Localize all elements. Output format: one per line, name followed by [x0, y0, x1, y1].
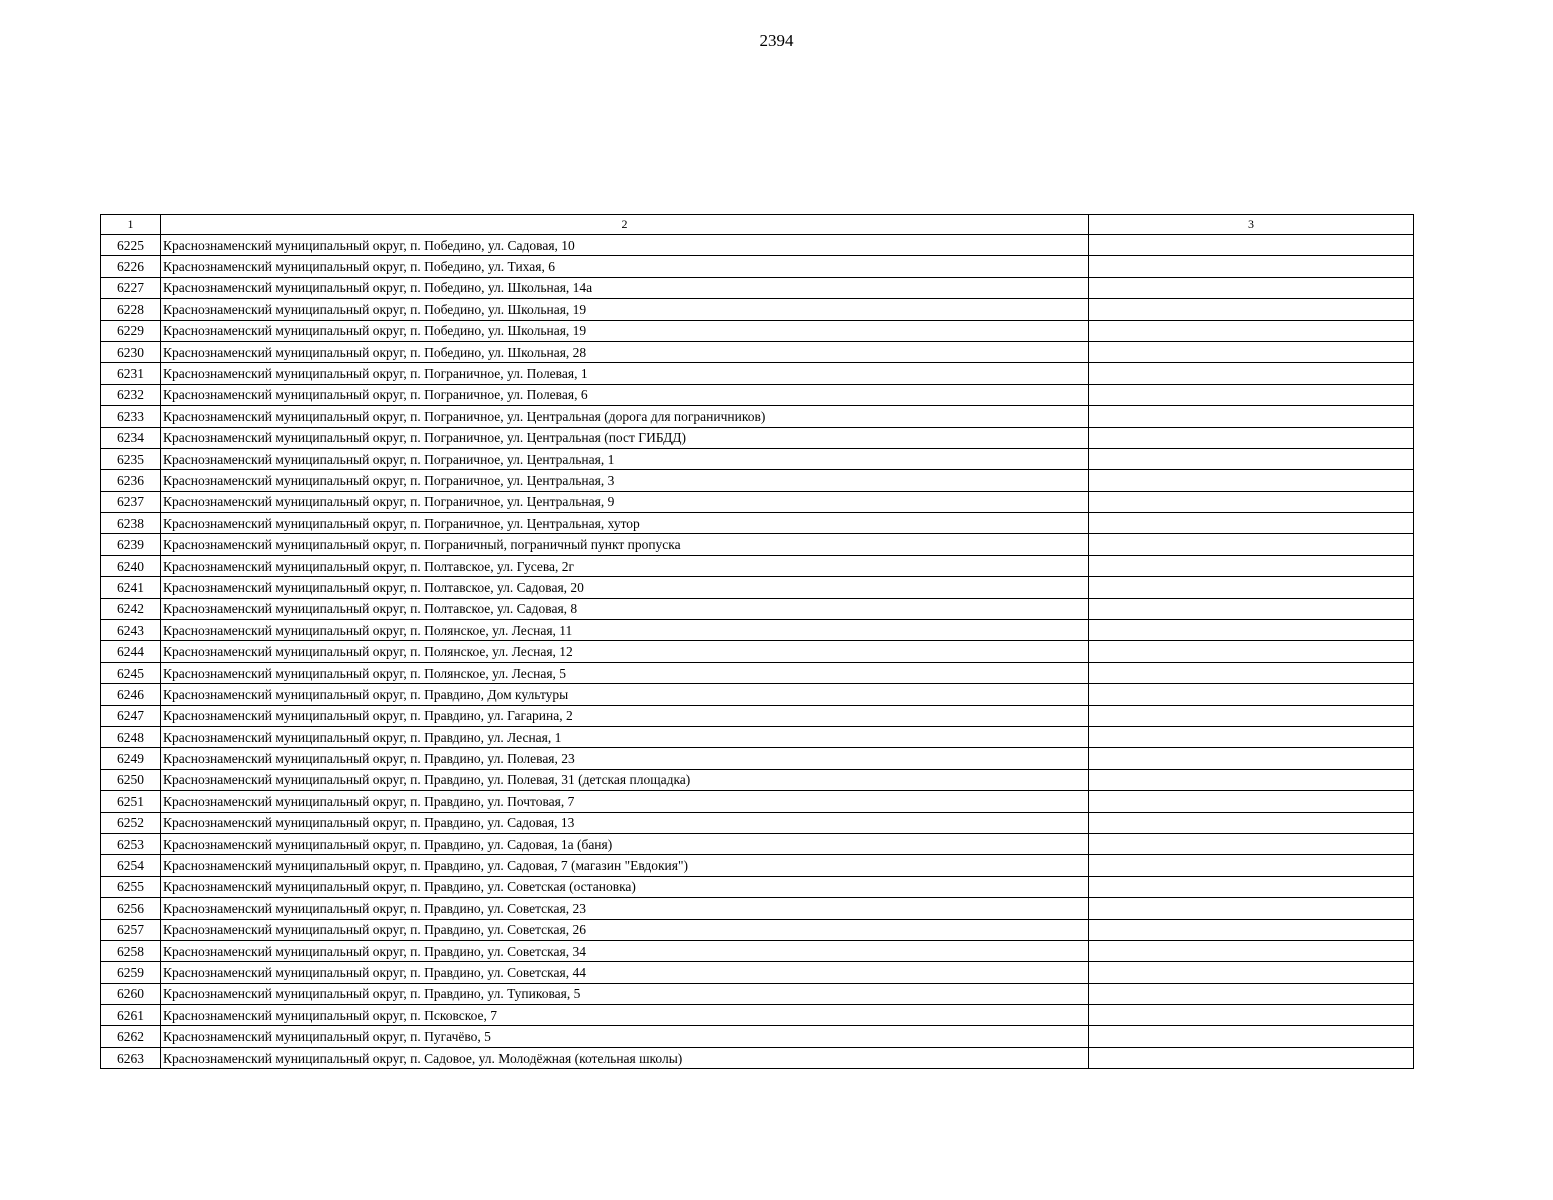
third-column-cell	[1089, 1005, 1414, 1026]
row-number-cell: 6231	[101, 363, 161, 384]
address-cell: Краснознаменский муниципальный округ, п. Пограничное, ул. Полевая, 6	[161, 384, 1089, 405]
third-column-cell	[1089, 898, 1414, 919]
table-row	[101, 791, 1414, 812]
table-row	[101, 448, 1414, 469]
row-number-cell: 6260	[101, 983, 161, 1004]
row-number-cell: 6232	[101, 384, 161, 405]
row-number-cell: 6228	[101, 299, 161, 320]
third-column-cell	[1089, 427, 1414, 448]
table-row	[101, 299, 1414, 320]
third-column-cell	[1089, 363, 1414, 384]
table-row	[101, 406, 1414, 427]
address-cell: Краснознаменский муниципальный округ, п. Пограничное, ул. Центральная (дорога для пограничников)	[161, 406, 1089, 427]
table-row	[101, 641, 1414, 662]
table-row	[101, 662, 1414, 683]
address-cell: Краснознаменский муниципальный округ, п. Правдино, ул. Садовая, 7 (магазин "Евдокия")	[161, 855, 1089, 876]
row-number-cell: 6247	[101, 705, 161, 726]
table-row	[101, 748, 1414, 769]
third-column-cell	[1089, 384, 1414, 405]
row-number-cell: 6234	[101, 427, 161, 448]
row-number-cell: 6229	[101, 320, 161, 341]
row-number-cell: 6259	[101, 962, 161, 983]
address-cell: Краснознаменский муниципальный округ, п. Победино, ул. Школьная, 19	[161, 299, 1089, 320]
row-number-cell: 6243	[101, 620, 161, 641]
table-row	[101, 1026, 1414, 1047]
third-column-cell	[1089, 620, 1414, 641]
third-column-cell	[1089, 1047, 1414, 1068]
row-number-cell: 6226	[101, 256, 161, 277]
table-row	[101, 235, 1414, 256]
address-cell: Краснознаменский муниципальный округ, п. Победино, ул. Садовая, 10	[161, 235, 1089, 256]
third-column-cell	[1089, 748, 1414, 769]
address-cell: Краснознаменский муниципальный округ, п. Правдино, ул. Полевая, 31 (детская площадка)	[161, 769, 1089, 790]
third-column-cell	[1089, 940, 1414, 961]
table-row	[101, 833, 1414, 854]
table-row	[101, 1047, 1414, 1068]
table-row	[101, 555, 1414, 576]
third-column-cell	[1089, 726, 1414, 747]
row-number-cell: 6242	[101, 598, 161, 619]
third-column-cell	[1089, 769, 1414, 790]
row-number-cell: 6225	[101, 235, 161, 256]
address-cell: Краснознаменский муниципальный округ, п. Правдино, ул. Гагарина, 2	[161, 705, 1089, 726]
column-header-number: 1	[101, 215, 161, 235]
address-cell: Краснознаменский муниципальный округ, п. Пугачёво, 5	[161, 1026, 1089, 1047]
address-cell: Краснознаменский муниципальный округ, п. Правдино, ул. Лесная, 1	[161, 726, 1089, 747]
column-header-address: 2	[161, 215, 1089, 235]
table-row	[101, 962, 1414, 983]
address-cell: Краснознаменский муниципальный округ, п. Пограничное, ул. Центральная, 1	[161, 448, 1089, 469]
third-column-cell	[1089, 448, 1414, 469]
third-column-cell	[1089, 641, 1414, 662]
address-cell: Краснознаменский муниципальный округ, п. Правдино, ул. Тупиковая, 5	[161, 983, 1089, 1004]
page-number: 2394	[759, 31, 794, 50]
table-row	[101, 256, 1414, 277]
third-column-cell	[1089, 235, 1414, 256]
row-number-cell: 6254	[101, 855, 161, 876]
row-number-cell: 6250	[101, 769, 161, 790]
third-column-cell	[1089, 555, 1414, 576]
row-number-cell: 6238	[101, 513, 161, 534]
row-number-cell: 6249	[101, 748, 161, 769]
third-column-cell	[1089, 962, 1414, 983]
address-cell: Краснознаменский муниципальный округ, п. Пограничное, ул. Центральная, хутор	[161, 513, 1089, 534]
third-column-cell	[1089, 341, 1414, 362]
table-body	[101, 235, 1414, 1069]
table-row	[101, 598, 1414, 619]
table-row	[101, 855, 1414, 876]
address-cell: Краснознаменский муниципальный округ, п. Садовое, ул. Молодёжная (котельная школы)	[161, 1047, 1089, 1068]
row-number-cell: 6257	[101, 919, 161, 940]
table-row	[101, 320, 1414, 341]
address-cell: Краснознаменский муниципальный округ, п. Правдино, ул. Полевая, 23	[161, 748, 1089, 769]
table-row	[101, 919, 1414, 940]
address-cell: Краснознаменский муниципальный округ, п. Полянское, ул. Лесная, 11	[161, 620, 1089, 641]
address-cell: Краснознаменский муниципальный округ, п. Правдино, ул. Садовая, 13	[161, 812, 1089, 833]
table-row	[101, 940, 1414, 961]
row-number-cell: 6240	[101, 555, 161, 576]
address-cell: Краснознаменский муниципальный округ, п. Пограничный, пограничный пункт пропуска	[161, 534, 1089, 555]
table-row	[101, 341, 1414, 362]
row-number-cell: 6261	[101, 1005, 161, 1026]
row-number-cell: 6252	[101, 812, 161, 833]
row-number-cell: 6244	[101, 641, 161, 662]
table-row	[101, 427, 1414, 448]
row-number-cell: 6245	[101, 662, 161, 683]
table-row	[101, 726, 1414, 747]
address-cell: Краснознаменский муниципальный округ, п. Пограничное, ул. Центральная (пост ГИБДД)	[161, 427, 1089, 448]
table-row	[101, 812, 1414, 833]
third-column-cell	[1089, 833, 1414, 854]
third-column-cell	[1089, 855, 1414, 876]
table-row	[101, 534, 1414, 555]
row-number-cell: 6253	[101, 833, 161, 854]
third-column-cell	[1089, 598, 1414, 619]
address-cell: Краснознаменский муниципальный округ, п. Пограничное, ул. Центральная, 3	[161, 470, 1089, 491]
address-cell: Краснознаменский муниципальный округ, п. Правдино, ул. Советская, 26	[161, 919, 1089, 940]
table-row	[101, 876, 1414, 897]
address-cell: Краснознаменский муниципальный округ, п. Полянское, ул. Лесная, 12	[161, 641, 1089, 662]
third-column-cell	[1089, 470, 1414, 491]
third-column-cell	[1089, 705, 1414, 726]
row-number-cell: 6236	[101, 470, 161, 491]
row-number-cell: 6227	[101, 277, 161, 298]
table-row	[101, 769, 1414, 790]
third-column-cell	[1089, 513, 1414, 534]
address-table	[100, 214, 1414, 1069]
address-cell: Краснознаменский муниципальный округ, п. Правдино, ул. Советская, 44	[161, 962, 1089, 983]
table-row	[101, 470, 1414, 491]
address-cell: Краснознаменский муниципальный округ, п. Правдино, ул. Почтовая, 7	[161, 791, 1089, 812]
third-column-cell	[1089, 491, 1414, 512]
table-row	[101, 983, 1414, 1004]
third-column-cell	[1089, 534, 1414, 555]
table-header-row	[101, 215, 1414, 235]
table-row	[101, 620, 1414, 641]
row-number-cell: 6241	[101, 577, 161, 598]
address-cell: Краснознаменский муниципальный округ, п. Победино, ул. Школьная, 28	[161, 341, 1089, 362]
row-number-cell: 6230	[101, 341, 161, 362]
third-column-cell	[1089, 919, 1414, 940]
row-number-cell: 6235	[101, 448, 161, 469]
address-cell: Краснознаменский муниципальный округ, п. Правдино, ул. Советская (остановка)	[161, 876, 1089, 897]
third-column-cell	[1089, 577, 1414, 598]
address-cell: Краснознаменский муниципальный округ, п. Полянское, ул. Лесная, 5	[161, 662, 1089, 683]
third-column-cell	[1089, 256, 1414, 277]
third-column-cell	[1089, 812, 1414, 833]
row-number-cell: 6258	[101, 940, 161, 961]
table-row	[101, 491, 1414, 512]
address-cell: Краснознаменский муниципальный округ, п. Пограничное, ул. Центральная, 9	[161, 491, 1089, 512]
address-cell: Краснознаменский муниципальный округ, п. Полтавское, ул. Садовая, 20	[161, 577, 1089, 598]
address-cell: Краснознаменский муниципальный округ, п. Правдино, Дом культуры	[161, 684, 1089, 705]
row-number-cell: 6256	[101, 898, 161, 919]
address-cell: Краснознаменский муниципальный округ, п. Правдино, ул. Советская, 34	[161, 940, 1089, 961]
address-cell: Краснознаменский муниципальный округ, п. Псковское, 7	[161, 1005, 1089, 1026]
table-row	[101, 363, 1414, 384]
third-column-cell	[1089, 1026, 1414, 1047]
row-number-cell: 6248	[101, 726, 161, 747]
column-header-third: 3	[1089, 215, 1414, 235]
address-cell: Краснознаменский муниципальный округ, п. Полтавское, ул. Садовая, 8	[161, 598, 1089, 619]
table-row	[101, 384, 1414, 405]
row-number-cell: 6263	[101, 1047, 161, 1068]
third-column-cell	[1089, 299, 1414, 320]
row-number-cell: 6239	[101, 534, 161, 555]
row-number-cell: 6246	[101, 684, 161, 705]
table-row	[101, 705, 1414, 726]
address-cell: Краснознаменский муниципальный округ, п. Правдино, ул. Садовая, 1а (баня)	[161, 833, 1089, 854]
address-cell: Краснознаменский муниципальный округ, п. Полтавское, ул. Гусева, 2г	[161, 555, 1089, 576]
address-cell: Краснознаменский муниципальный округ, п. Победино, ул. Школьная, 14а	[161, 277, 1089, 298]
row-number-cell: 6237	[101, 491, 161, 512]
table-row	[101, 684, 1414, 705]
third-column-cell	[1089, 983, 1414, 1004]
table-row	[101, 898, 1414, 919]
row-number-cell: 6251	[101, 791, 161, 812]
table-row	[101, 513, 1414, 534]
table-row	[101, 277, 1414, 298]
address-cell: Краснознаменский муниципальный округ, п. Правдино, ул. Советская, 23	[161, 898, 1089, 919]
table-row	[101, 1005, 1414, 1026]
address-cell: Краснознаменский муниципальный округ, п. Победино, ул. Школьная, 19	[161, 320, 1089, 341]
third-column-cell	[1089, 791, 1414, 812]
third-column-cell	[1089, 406, 1414, 427]
row-number-cell: 6255	[101, 876, 161, 897]
table-row	[101, 577, 1414, 598]
third-column-cell	[1089, 876, 1414, 897]
address-cell: Краснознаменский муниципальный округ, п. Победино, ул. Тихая, 6	[161, 256, 1089, 277]
third-column-cell	[1089, 662, 1414, 683]
third-column-cell	[1089, 277, 1414, 298]
row-number-cell: 6262	[101, 1026, 161, 1047]
third-column-cell	[1089, 320, 1414, 341]
row-number-cell: 6233	[101, 406, 161, 427]
third-column-cell	[1089, 684, 1414, 705]
address-cell: Краснознаменский муниципальный округ, п. Пограничное, ул. Полевая, 1	[161, 363, 1089, 384]
